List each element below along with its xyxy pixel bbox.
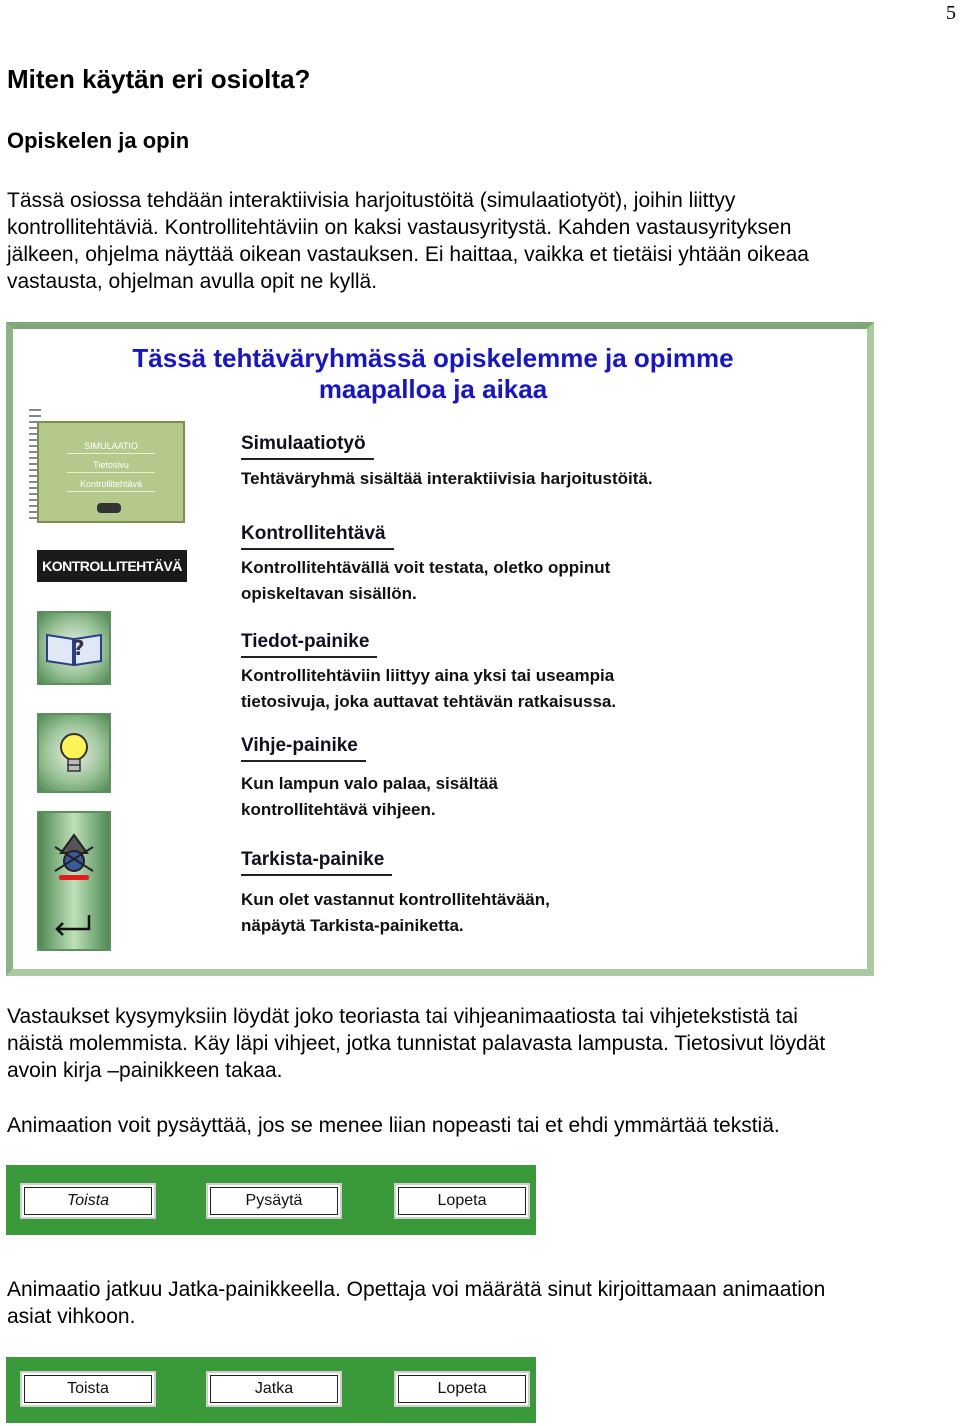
text-line: asiat vihkoon.: [7, 1305, 136, 1328]
pause-paragraph: Animaation voit pysäyttää, jos se menee liian nopeasti tai et ehdi ymmärtää tekstiä.: [7, 1114, 780, 1137]
section-title-tarkista-painike: Tarkista-painike: [241, 849, 392, 876]
open-book-icon: [39, 613, 109, 683]
hint-bulb-button[interactable]: [37, 713, 111, 793]
section-line: Kun lampun valo palaa, sisältää: [241, 774, 498, 793]
stop-button[interactable]: Lopeta: [394, 1371, 530, 1407]
section-line: opiskeltavan sisällön.: [241, 584, 417, 603]
kontrollitehtava-badge[interactable]: KONTROLLITEHTÄVÄ: [37, 550, 187, 582]
check-button[interactable]: [37, 811, 111, 951]
section-line: Tehtäväryhmä sisältää interaktiivisia harjoitustöitä.: [241, 469, 653, 488]
section-line: Kontrollitehtäviin liittyy aina yksi tai useampia: [241, 666, 615, 685]
replay-button[interactable]: Toista: [20, 1183, 156, 1219]
section-body-kontrollitehtava: [241, 555, 610, 607]
section-heading: Opiskelen ja opin: [7, 128, 190, 153]
replay-button[interactable]: Toista: [20, 1371, 156, 1407]
section-title-kontrollitehtava: Kontrollitehtävä: [241, 523, 394, 550]
animation-toolbar-paused: [6, 1165, 536, 1235]
section-line: tietosivuja, joka auttavat tehtävän ratkaisussa.: [241, 692, 617, 711]
section-body-tarkista-painike: [241, 887, 550, 939]
continue-paragraph: [7, 1276, 957, 1330]
panel-title: [13, 343, 853, 405]
intro-paragraph: [7, 187, 957, 295]
section-body-vihje-painike: [241, 771, 498, 823]
simulation-card[interactable]: [37, 421, 185, 523]
text-line: Tässä osiossa tehdään interaktiivisia harjoitustöitä (simulaatiotyöt), joihin liittyy: [7, 189, 736, 212]
section-body-simulaatiotyo: [241, 466, 653, 492]
svg-text:?: ?: [73, 636, 85, 660]
section-line: näpäytä Tarkista-painiketta.: [241, 916, 464, 935]
sim-card-line: Tietosivu: [67, 458, 155, 473]
sim-card-line: SIMULAATIO: [67, 439, 155, 454]
text-line: näistä molemmista. Käy läpi vihjeet, jotka tunnistat palavasta lampusta. Tietosivut löydät: [7, 1032, 826, 1055]
stop-button[interactable]: Lopeta: [394, 1183, 530, 1219]
page-heading: Miten käytän eri osiolta?: [7, 64, 311, 94]
text-line: kontrollitehtäviä. Kontrollitehtäviin on kaksi vastausyritystä. Kahden vastausyrityksen: [7, 216, 792, 239]
sim-card-line: Kontrollitehtävä: [67, 477, 155, 492]
page-number: 5: [946, 2, 956, 24]
animation-toolbar-continue: [6, 1357, 536, 1423]
info-book-button[interactable]: [37, 611, 111, 685]
section-title-vihje-painike: Vihje-painike: [241, 735, 366, 762]
section-title-tiedot-painike: Tiedot-painike: [241, 631, 377, 658]
section-body-tiedot-painike: [241, 663, 616, 715]
section-title-simulaatiotyo: Simulaatiotyö: [241, 433, 374, 460]
panel-title-line: maapalloa ja aikaa: [318, 374, 548, 404]
text-line: Vastaukset kysymyksiin löydät joko teoriasta tai vihjeanimaatiosta tai vihjetekstistä tai: [7, 1005, 798, 1028]
pause-button[interactable]: Pysäytä: [206, 1183, 342, 1219]
check-robot-icon: [39, 813, 109, 893]
answers-paragraph: [7, 1003, 957, 1084]
text-line: vastausta, ohjelman avulla opit ne kyllä.: [7, 270, 378, 293]
text-line: avoin kirja –painikkeen takaa.: [7, 1059, 283, 1082]
lightbulb-icon: [39, 715, 109, 791]
section-line: kontrollitehtävä vihjeen.: [241, 800, 436, 819]
panel-title-line: Tässä tehtäväryhmässä opiskelemme ja opimme: [132, 343, 734, 373]
continue-button[interactable]: Jatka: [206, 1371, 342, 1407]
sim-card-badge: [97, 503, 121, 513]
info-screenshot-panel: [6, 322, 874, 976]
text-line: jälkeen, ohjelma näyttää oikean vastauksen. Ei haittaa, vaikka et tietäisi yhtään oikeaa: [7, 243, 809, 266]
text-line: Animaatio jatkuu Jatka-painikkeella. Opettaja voi määrätä sinut kirjoittamaan animaation: [7, 1278, 826, 1301]
section-line: Kontrollitehtävällä voit testata, oletko oppinut: [241, 558, 611, 577]
section-line: Kun olet vastannut kontrollitehtävään,: [241, 890, 550, 909]
return-arrow-icon: [39, 907, 109, 947]
